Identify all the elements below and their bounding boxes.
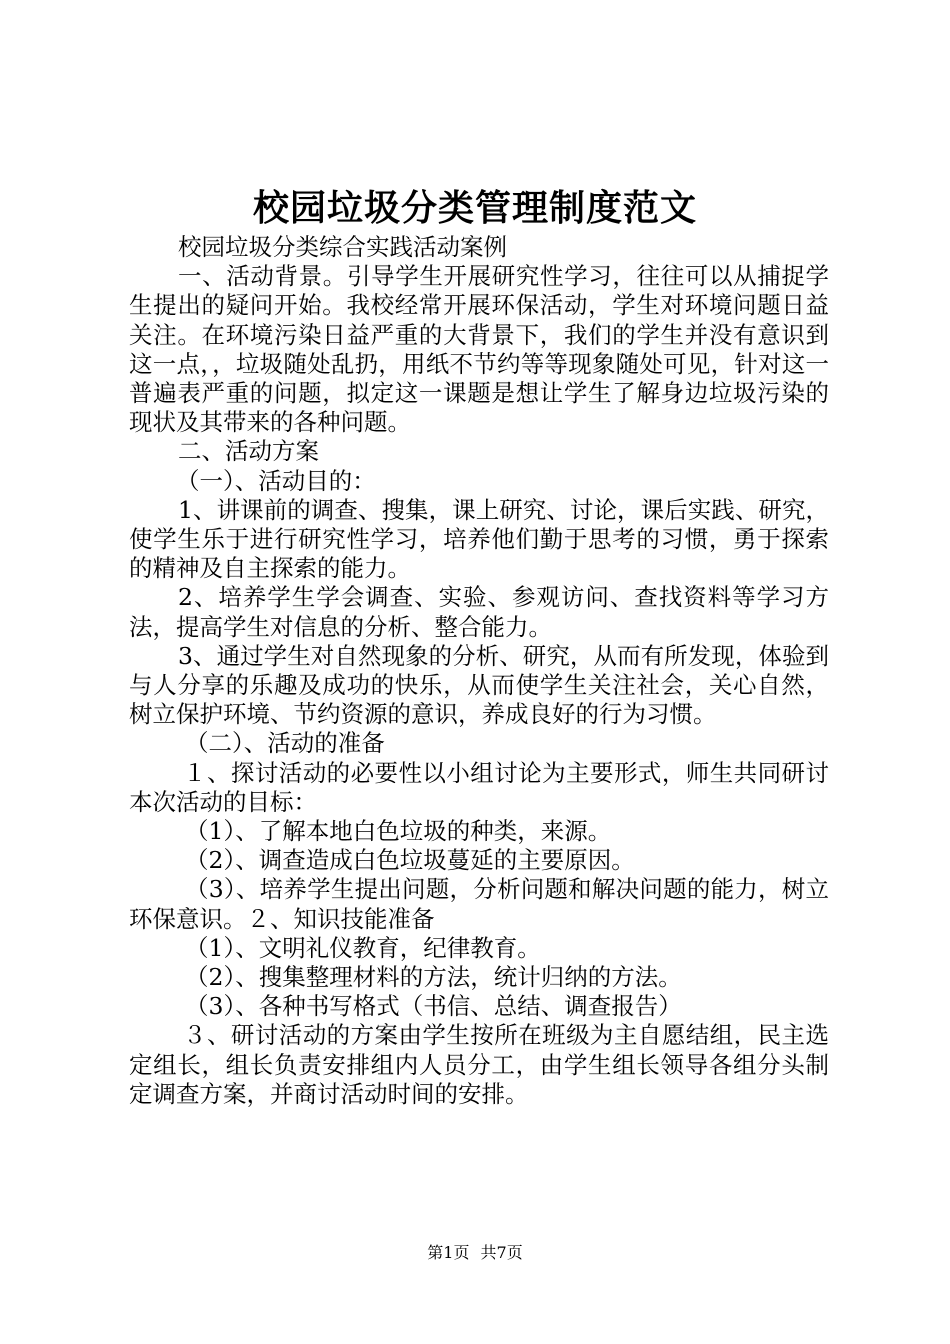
paragraph-skill-1: （1）、文明礼仪教育，纪律教育。 (185, 933, 541, 962)
paragraph-goal-3: 3、通过学生对自然现象的分析、研究，从而有所发现，体验到与人分享的乐趣及成功的快乐，从而使学生关注社会，关心自然，树立保护环境、节约资源的意识，养成良好的行为习惯。 (129, 641, 829, 729)
paragraph-preparation-3: ３、研讨活动的方案由学生按所在班级为主自愿结组，民主选定组长，组长负责安排组内人员分工，由学生组长领导各组分头制定调查方案，并商讨活动时间的安排。 (129, 1021, 829, 1108)
paragraph-skill-2: （2）、搜集整理材料的方法，统计归纳的方法。 (185, 963, 682, 992)
document-body (129, 233, 829, 1109)
page-footer (0, 1243, 950, 1263)
paragraph-preparation-heading: （二）、活动的准备 (185, 729, 385, 758)
page-number-current: 第1页 (427, 1243, 470, 1262)
paragraph-goals-heading: （一）、活动目的： (176, 466, 376, 495)
document-title: 校园垃圾分类管理制度范文 (252, 187, 697, 229)
paragraph-goal-2: 2、培养学生学会调查、实验、参观访问、查找资料等学习方法，提高学生对信息的分析、整合能力。 (129, 583, 829, 641)
paragraph-target-2: （2）、调查造成白色垃圾蔓延的主要原因。 (185, 846, 635, 875)
paragraph-skill-3: （3）、各种书写格式（书信、总结、调查报告） (185, 992, 682, 1021)
paragraph-goal-1: 1、讲课前的调查、搜集，课上研究、讨论，课后实践、研究，使学生乐于进行研究性学习，培养他们勤于思考的习惯，勇于探索的精神及自主探索的能力。 (129, 495, 829, 583)
paragraph-target-3: （3）、培养学生提出问题，分析问题和解决问题的能力，树立环保意识。２、知识技能准备 (129, 875, 829, 933)
paragraph-subtitle: 校园垃圾分类综合实践活动案例 (178, 233, 507, 261)
paragraph-section-plan: 二、活动方案 (178, 437, 319, 466)
page-number-total: 共7页 (480, 1243, 523, 1262)
paragraph-background: 一、活动背景。引导学生开展研究性学习，往往可以从捕捉学生提出的疑问开始。我校经常开展环保活动，学生对环境问题日益关注。在环境污染日益严重的大背景下，我们的学生并没有意识到这一点，，垃圾随处乱扔，用纸不节约等等现象随处可见，针对这一普遍表严重的问题，拟定这一课题是想让学生了解身边垃圾污染的现状及其带来的各种问题。 (129, 262, 829, 437)
paragraph-target-1: （1）、了解本地白色垃圾的种类，来源。 (185, 817, 612, 846)
paragraph-preparation-1: １、探讨活动的必要性以小组讨论为主要形式，师生共同研讨本次活动的目标： (129, 758, 829, 816)
